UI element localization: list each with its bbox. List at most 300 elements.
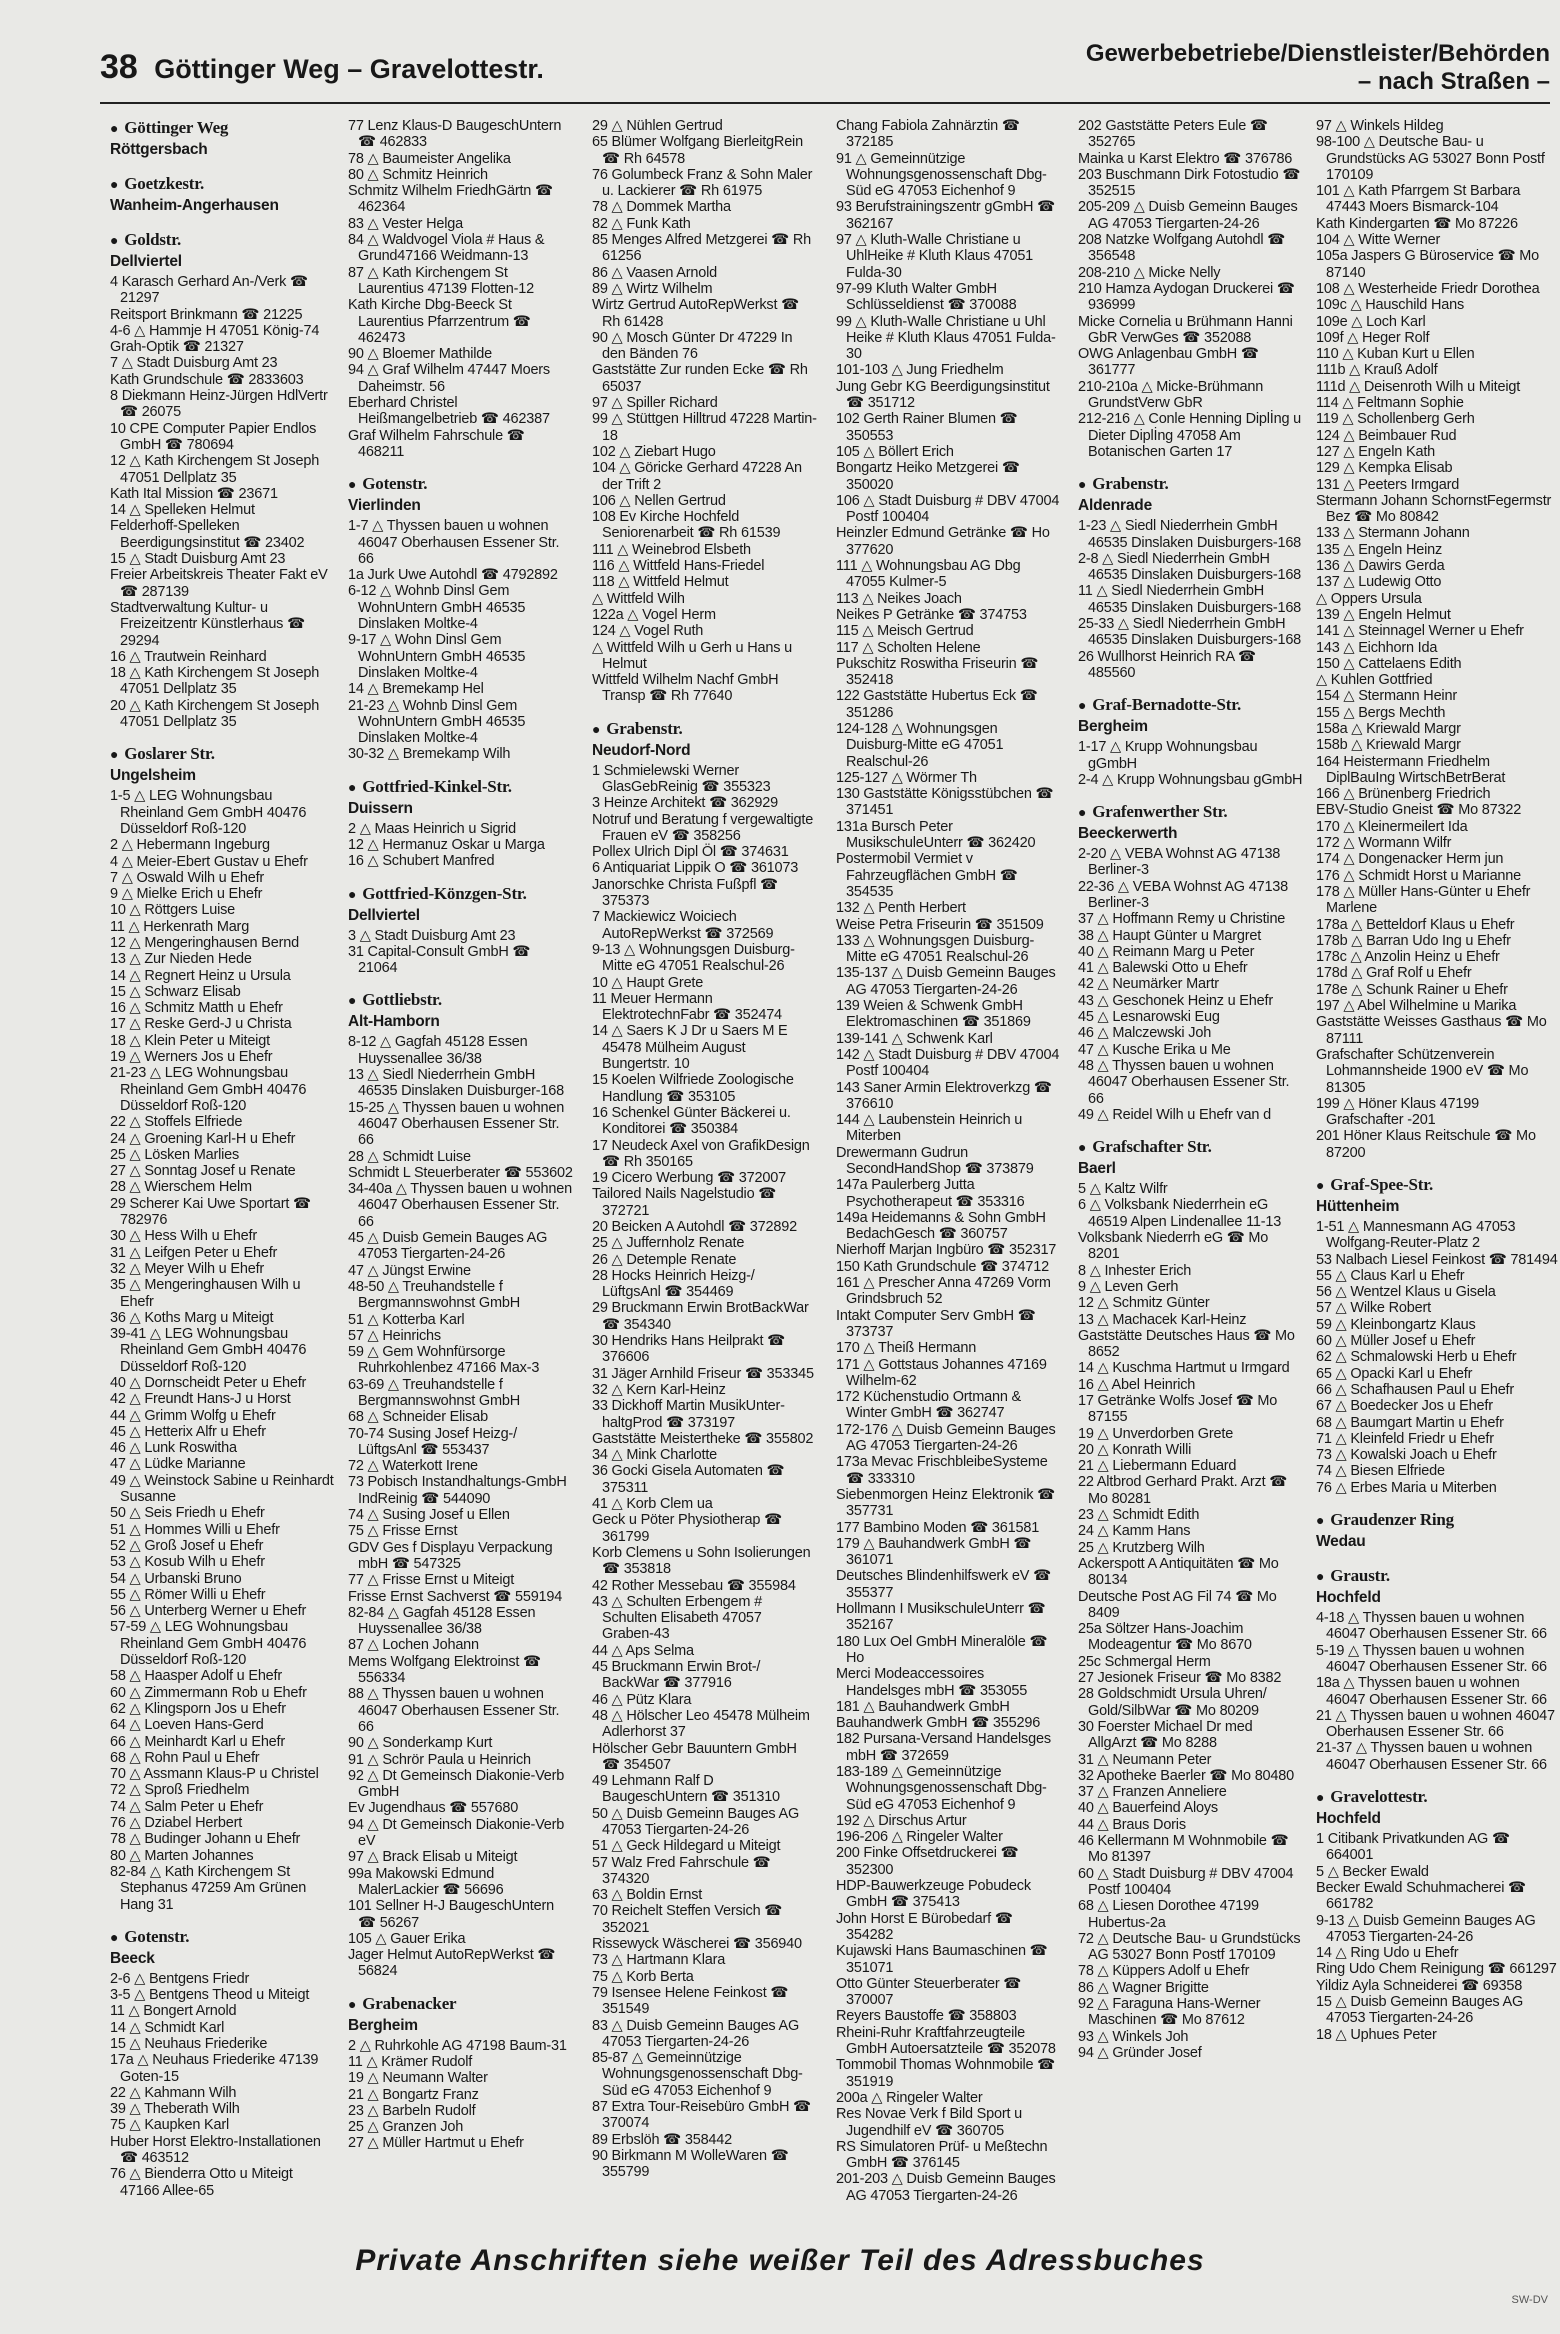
listing-entry: 32 △ Meyer Wilh u Ehefr	[110, 1260, 265, 1277]
listing-entry: Eberhard Christel Heißmangelbetrieb ☎ 462387	[348, 395, 550, 428]
listing-entry: Bauhandwerk GmbH ☎ 355296	[836, 1715, 1041, 1732]
listing-entry: 201 Höner Klaus Reitschule ☎ Mo 87200	[1316, 1128, 1536, 1161]
listing-entry: 44 △ Aps Selma	[592, 1642, 694, 1659]
street-heading: ● Grabenstr.	[1078, 474, 1303, 496]
listing-entry: 83 △ Vester Helga	[348, 215, 463, 232]
listing-entry: 91 △ Schrör Paula u Heinrich	[348, 1751, 531, 1768]
listing-entry: Nierhoff Marjan Ingbüro ☎ 352317	[836, 1242, 1057, 1259]
listing-entry: 109e △ Loch Karl	[1316, 313, 1426, 330]
listing-entry: 2-8 △ Siedl Niederrhein GmbH 46535 Dinslaken Duisburgers-168	[1078, 550, 1302, 584]
listing-entry: 63 △ Boldin Ernst	[592, 1887, 703, 1904]
listing-entry: 39 △ Theberath Wilh	[110, 2101, 240, 2118]
district-heading: Aldenrade	[1078, 497, 1152, 515]
listing-entry: 14 △ Regnert Heinz u Ursula	[110, 967, 291, 984]
district-heading: Beeckerwerth	[1078, 825, 1178, 843]
street-heading: ● Gottfried-Könzgen-Str.	[348, 884, 573, 906]
district-heading: Bergheim	[348, 2016, 418, 2034]
listing-entry: 2-20 △ VEBA Wohnst AG 47138 Berliner-3	[1078, 846, 1281, 879]
street-heading: ● Grabenacker	[348, 1994, 573, 2016]
listing-entry: 16 △ Abel Heinrich	[1078, 1376, 1196, 1393]
district-heading: Röttgersbach	[110, 141, 208, 158]
listing-entry: 25 △ Lösken Marlies	[110, 1146, 240, 1163]
listing-entry: 53 △ Kosub Wilh u Ehefr	[110, 1554, 265, 1571]
listing-entry: 47 △ Jüngst Erwine	[348, 1262, 471, 1279]
listing-entry: 124 △ Vogel Ruth	[592, 623, 704, 640]
street-heading: ● Grafschafter Str.	[1078, 1137, 1303, 1159]
listing-entry: 172 △ Wormann Wilfr	[1316, 835, 1452, 852]
listing-entry: 99 △ Stüttgen Hilltrud 47228 Martin-18	[592, 411, 817, 444]
listing-entry: Drewermann Gudrun SecondHandShop ☎ 373879	[836, 1144, 1034, 1177]
listing-entry: 57 Walz Fred Fahrschule ☎ 374320	[592, 1854, 771, 1887]
listing-entry: 44 △ Grimm Wolfg u Ehefr	[110, 1407, 276, 1424]
listing-entry: 130 Gaststätte Königsstübchen ☎ 371451	[836, 786, 1054, 819]
listing-entry: 42 △ Freundt Hans-J u Horst	[110, 1391, 291, 1408]
listing-entry: 77 △ Frisse Ernst u Miteigt	[348, 1572, 515, 1589]
listing-entry: 1 Schmielewski Werner GlasGebReinig ☎ 355323	[592, 762, 771, 795]
listing-entry: 3-5 △ Bentgens Theod u Miteigt	[110, 1987, 310, 2004]
column-6	[1316, 118, 1560, 2188]
listing-entry: 13 △ Siedl Niederrhein GmbH 46535 Dinslaken Duisburger-168	[348, 1067, 564, 1100]
listing-entry: 56 △ Wentzel Klaus u Gisela	[1316, 1284, 1496, 1301]
listing-entry: 4-6 △ Hammje H 47051 König-74	[110, 322, 320, 339]
page-title: Göttinger Weg – Gravelottestr.	[154, 54, 544, 84]
listing-entry: Tailored Nails Nagelstudio ☎ 372721	[592, 1186, 777, 1219]
listing-entry: 22 △ Stoffels Elfriede	[110, 1114, 243, 1131]
listing-entry: 12 △ Kath Kirchengem St Joseph 47051 Dellplatz 35	[110, 453, 320, 486]
listing-entry: 68 △ Schneider Elisab	[348, 1409, 488, 1426]
listing-entry: 108 Ev Kirche Hochfeld Seniorenarbeit ☎ Rh 61539	[592, 509, 781, 542]
listing-entry: 31 △ Leifgen Peter u Ehefr	[110, 1244, 278, 1261]
listing-entry: 90 △ Sonderkamp Kurt	[348, 1735, 493, 1752]
listing-entry: 9 △ Leven Gerh	[1078, 1278, 1179, 1295]
listing-entry: 39-41 △ LEG Wohnungsbau Rheinland Gem GmbH 40476 Düsseldorf Roß-120	[110, 1326, 307, 1375]
listing-entry: 98-100 △ Deutsche Bau- u Grundstücks AG 53027 Bonn Postf 170109	[1316, 134, 1545, 183]
listing-entry: 67 △ Boedecker Jos u Ehefr	[1316, 1398, 1493, 1415]
listing-entry: 7 △ Stadt Duisburg Amt 23	[110, 355, 278, 372]
listing-entry: Rissewyck Wäscherei ☎ 356940	[592, 1936, 802, 1953]
listing-entry: Geck u Pöter Physiotherap ☎ 361799	[592, 1512, 782, 1545]
listing-entry: 5 △ Becker Ewald	[1316, 1863, 1429, 1880]
listing-entry: 78 △ Küppers Adolf u Ehefr	[1078, 1963, 1250, 1980]
listing-entry: 13 △ Zur Nieden Hede	[110, 951, 252, 968]
street-heading: ● Grabenstr.	[592, 719, 817, 741]
listing-entry: Huber Horst Elektro-Installationen ☎ 463512	[110, 2133, 321, 2167]
district-heading: Ungelsheim	[110, 767, 196, 785]
listing-columns	[110, 118, 1560, 2204]
listing-entry: 1-7 △ Thyssen bauen u wohnen 46047 Oberhausen Essener Str. 66	[348, 518, 560, 567]
listing-entry: 21 △ Thyssen bauen u wohnen 46047 Oberhausen Essener Str. 66	[1316, 1707, 1555, 1741]
street-heading: ● Graf-Bernadotte-Str.	[1078, 695, 1303, 717]
listing-entry: 70 △ Assmann Klaus-P u Christel	[110, 1766, 319, 1783]
listing-entry: 63-69 △ Treuhandstelle f Bergmannswohnst GmbH	[348, 1376, 521, 1409]
listing-entry: 24 △ Groening Karl-H u Ehefr	[110, 1130, 296, 1147]
column-3	[592, 118, 817, 2188]
listing-entry: 76 Golumbeck Franz & Sohn Maler u. Lackierer ☎ Rh 61975	[592, 166, 813, 200]
listing-entry: 176 △ Schmidt Horst u Marianne	[1316, 867, 1522, 884]
listing-entry: 14 △ Saers K J Dr u Saers M E 45478 Mülheim August Bungertstr. 10	[592, 1023, 788, 1073]
listing-entry: 74 △ Biesen Elfriede	[1316, 1463, 1445, 1480]
listing-entry: 180 Lux Oel GmbH Mineralöle ☎ Ho	[836, 1633, 1048, 1666]
listing-entry: 139 Weien & Schwenk GmbH Elektromaschinen ☎ 351869	[836, 998, 1031, 1031]
listing-entry: 7 Mackiewicz Woiciech AutoRepWerkst ☎ 372569	[592, 909, 774, 942]
district-heading: Alt-Hamborn	[348, 1013, 440, 1031]
listing-entry: Tommobil Thomas Wohnmobile ☎ 351919	[836, 2057, 1056, 2090]
listing-entry: 34 △ Mink Charlotte	[592, 1447, 718, 1464]
listing-entry: 93 △ Winkels Joh	[1078, 2028, 1189, 2045]
listing-entry: OWG Anlagenbau GmbH ☎ 361777	[1078, 346, 1259, 379]
listing-entry: 119 △ Schollenberg Gerh	[1316, 411, 1475, 428]
listing-entry: 137 △ Ludewig Otto	[1316, 574, 1442, 591]
listing-entry: 172 Küchenstudio Ortmann & Winter GmbH ☎ 362747	[836, 1389, 1022, 1422]
listing-entry: EBV-Studio Gneist ☎ Mo 87322	[1316, 802, 1522, 819]
listing-entry: 150 Kath Grundschule ☎ 374712	[836, 1258, 1049, 1275]
listing-entry: Gaststätte Deutsches Haus ☎ Mo 8652	[1078, 1327, 1295, 1361]
listing-entry: Hölscher Gebr Bauuntern GmbH ☎ 354507	[592, 1740, 797, 1773]
listing-entry: 101 Sellner H-J BaugeschUntern ☎ 56267	[348, 1898, 554, 1931]
listing-entry: 116 △ Wittfeld Hans-Friedel	[592, 558, 765, 575]
listing-entry: 27 △ Sonntag Josef u Renate	[110, 1163, 296, 1180]
listing-entry: 179 △ Bauhandwerk GmbH ☎ 361071	[836, 1535, 1032, 1569]
listing-entry: 70-74 Susing Josef Heizg-/ LüftgsAnl ☎ 553437	[348, 1425, 517, 1458]
listing-entry: 6 Antiquariat Lippik O ☎ 361073	[592, 860, 799, 877]
listing-entry: 129 △ Kempka Elisab	[1316, 460, 1453, 477]
listing-entry: 114 △ Feltmann Sophie	[1316, 395, 1464, 412]
listing-entry: 212-216 △ Conle Henning Diplİng u Dieter Diplİng 47058 Am Botanischen Garten 17	[1078, 411, 1302, 460]
listing-entry: 38 △ Haupt Günter u Margret	[1078, 927, 1262, 944]
listing-entry: 17 △ Reske Gerd-J u Christa	[110, 1016, 292, 1033]
street-heading: ● Graudenzer Ring	[1316, 1510, 1560, 1532]
listing-entry: 30 △ Hess Wilh u Ehefr	[110, 1228, 257, 1245]
listing-entry: 109c △ Hauschild Hans	[1316, 297, 1465, 314]
district-heading: Hochfeld	[1316, 1810, 1381, 1828]
listing-entry: 15 △ Neuhaus Friederike	[110, 2035, 268, 2052]
listing-entry: 72 △ Sproß Friedhelm	[110, 1782, 250, 1799]
listing-entry: 21-23 △ LEG Wohnungsbau Rheinland Gem GmbH 40476 Düsseldorf Roß-120	[110, 1065, 307, 1114]
listing-entry: 45 △ Lesnarowski Eug	[1078, 1009, 1220, 1026]
listing-entry: 50 △ Seis Friedh u Ehefr	[110, 1505, 265, 1522]
listing-entry: 1a Jurk Uwe Autohdl ☎ 4792892	[348, 567, 558, 584]
listing-entry: 78 △ Baumeister Angelika	[348, 150, 511, 167]
listing-entry: Grah-Optik ☎ 21327	[110, 339, 244, 356]
listing-entry: Frisse Ernst Sachverst ☎ 559194	[348, 1588, 563, 1605]
listing-entry: 33 Dickhoff Martin MusikUnter-haltgProd ☎ 373197	[592, 1398, 785, 1431]
listing-entry: 158b △ Kriewald Margr	[1316, 737, 1461, 754]
listing-entry: Kath Kirche Dbg-Beeck St Laurentius Pfarrzentrum ☎ 462473	[348, 297, 531, 346]
listing-entry: 87 △ Lochen Johann	[348, 1637, 479, 1654]
listing-entry: 208-210 △ Micke Nelly	[1078, 264, 1221, 281]
listing-entry: 76 △ Bienderra Otto u Miteigt 47166 Allee-65	[110, 2166, 293, 2199]
listing-entry: 20 △ Konrath Willi	[1078, 1441, 1192, 1458]
listing-entry: 9-17 △ Wohn Dinsl Gem WohnUntern GmbH 46535 Dinslaken Moltke-4	[348, 632, 526, 681]
listing-entry: 102 △ Ziebart Hugo	[592, 443, 716, 460]
listing-entry: 139 △ Engeln Helmut	[1316, 606, 1451, 623]
listing-entry: 15-25 △ Thyssen bauen u wohnen 46047 Oberhausen Essener Str. 66	[348, 1099, 565, 1149]
listing-entry: 68 △ Rohn Paul u Ehefr	[110, 1749, 260, 1766]
listing-entry: Mainka u Karst Elektro ☎ 376786	[1078, 150, 1293, 167]
listing-entry: 143 △ Eichhorn Ida	[1316, 639, 1438, 656]
listing-entry: 48-50 △ Treuhandstelle f Bergmannswohnst GmbH	[348, 1278, 521, 1312]
listing-entry: 30-32 △ Bremekamp Wilh	[348, 746, 511, 763]
listing-entry: 15 △ Stadt Duisburg Amt 23	[110, 551, 286, 568]
listing-entry: 45 △ Hetterix Alfr u Ehefr	[110, 1423, 266, 1440]
listing-entry: 99 △ Kluth-Walle Christiane u Uhl Heike # Kluth Klaus 47051 Fulda-30	[836, 313, 1056, 363]
listing-entry: 1-23 △ Siedl Niederrhein GmbH 46535 Dinslaken Duisburgers-168	[1078, 518, 1302, 551]
listing-entry: 65 △ Opacki Karl u Ehefr	[1316, 1365, 1473, 1382]
listing-entry: 20 Beicken A Autohdl ☎ 372892	[592, 1219, 797, 1235]
listing-entry: 178b △ Barran Udo Ing u Ehefr	[1316, 932, 1511, 949]
listing-entry: 76 △ Dziabel Herbert	[110, 1815, 243, 1832]
listing-entry: 111b △ Krauß Adolf	[1316, 362, 1438, 379]
listing-entry: 40 △ Dornscheidt Peter u Ehefr	[110, 1375, 307, 1391]
listing-entry: Chang Fabiola Zahnärztin ☎ 372185	[836, 118, 1020, 151]
corner-mark: SW-DV	[1511, 2294, 1548, 2306]
listing-entry: Kath Ital Mission ☎ 23671	[110, 485, 278, 502]
listing-entry: 83 △ Duisb Gemeinn Bauges AG 47053 Tiergarten-24-26	[592, 2017, 800, 2050]
listing-entry: 31 Capital-Consult GmbH ☎ 21064	[348, 943, 531, 977]
listing-entry: Mems Wolfgang Elektroinst ☎ 556334	[348, 1653, 541, 1687]
listing-entry: 183-189 △ Gemeinnützige Wohnungsgenossenschaft Dbg-Süd eG 47053 Eichenhof 9	[836, 1763, 1047, 1813]
listing-entry: Otto Günter Steuerberater ☎ 370007	[836, 1975, 1022, 2009]
listing-entry: 105 △ Böllert Erich	[836, 443, 954, 460]
listing-entry: 170 △ Theiß Hermann	[836, 1340, 977, 1357]
listing-entry: 32 △ Kern Karl-Heinz	[592, 1381, 726, 1398]
listing-entry: 11 △ Herkenrath Marg	[110, 918, 250, 935]
listing-entry: 19 Cicero Werbung ☎ 372007	[592, 1170, 786, 1187]
listing-entry: Ev Jugendhaus ☎ 557680	[348, 1800, 519, 1817]
listing-entry: 178c △ Anzolin Heinz u Ehefr	[1316, 949, 1500, 966]
listing-entry: 90 △ Mosch Günter Dr 47229 In den Bänden 76	[592, 329, 793, 363]
listing-entry: Reyers Baustoffe ☎ 358803	[836, 2008, 1017, 2025]
listing-entry: 181 △ Bauhandwerk GmbH	[836, 1698, 1010, 1715]
listing-entry: 109f △ Heger Rolf	[1316, 329, 1430, 346]
street-heading: ● Grafenwerther Str.	[1078, 802, 1303, 824]
listing-entry: 8 △ Inhester Erich	[1078, 1262, 1192, 1279]
listing-entry: Wittfeld Wilhelm Nachf GmbH Transp ☎ Rh 77640	[592, 672, 779, 705]
listing-entry: 19 △ Neumann Walter	[348, 2070, 488, 2087]
listing-entry: Deutsche Post AG Fil 74 ☎ Mo 8409	[1078, 1588, 1277, 1621]
listing-entry: Deutsches Blindenhilfswerk eV ☎ 355377	[836, 1568, 1051, 1601]
listing-entry: 17 Neudeck Axel von GrafikDesign ☎ Rh 350165	[592, 1137, 810, 1170]
listing-entry: 16 Schenkel Günter Bäckerei u. Konditorei ☎ 350384	[592, 1104, 791, 1138]
street-heading: ● Göttinger Weg	[110, 118, 335, 140]
listing-entry: 170 △ Kleinermeilert Ida	[1316, 818, 1468, 835]
street-heading: ● Graf-Spee-Str.	[1316, 1175, 1560, 1197]
footer-note: Private Anschriften siehe weißer Teil des Adressbuches	[355, 2244, 1205, 2277]
listing-entry: 26 △ Detemple Renate	[592, 1251, 737, 1268]
street-heading: ● Gravelottestr.	[1316, 1787, 1560, 1809]
listing-entry: 49 △ Weinstock Sabine u Reinhardt Susanne	[110, 1472, 334, 1506]
listing-entry: 102 Gerth Rainer Blumen ☎ 350553	[836, 411, 1018, 444]
district-heading: Dellviertel	[110, 253, 182, 270]
listing-entry: 14 △ Ring Udo u Ehefr	[1316, 1945, 1459, 1962]
header-left	[100, 48, 544, 87]
listing-entry: 174 △ Dongenacker Herm jun	[1316, 851, 1504, 868]
listing-entry: 19 △ Werners Jos u Ehefr	[110, 1049, 273, 1066]
listing-entry: 74 △ Susing Josef u Ellen	[348, 1507, 510, 1524]
listing-entry: 53 Nalbach Liesel Feinkost ☎ 781494	[1316, 1251, 1558, 1268]
listing-entry: 139-141 △ Schwenk Karl	[836, 1030, 993, 1047]
district-heading: Baerl	[1078, 1160, 1116, 1178]
listing-entry: 210-210a △ Micke-Brühmann GrundstVerw GbR	[1078, 378, 1264, 412]
listing-entry: 133 △ Wohnungsgen Duisburg-Mitte eG 47051 Realschul-26	[836, 932, 1035, 966]
listing-entry: 40 △ Reimann Marg u Peter	[1078, 943, 1255, 960]
listing-entry: 20 △ Kath Kirchengem St Joseph 47051 Dellplatz 35	[110, 697, 320, 731]
listing-entry: 37 △ Franzen Anneliere	[1078, 1784, 1227, 1801]
listing-entry: 25c Schmergal Herm	[1078, 1653, 1211, 1670]
listing-entry: 66 △ Schafhausen Paul u Ehefr	[1316, 1381, 1515, 1398]
listing-entry: 208 Natzke Wolfgang Autohdl ☎ 356548	[1078, 232, 1286, 265]
listing-entry: 35 △ Mengeringhausen Wilh u Ehefr	[110, 1277, 301, 1310]
listing-entry: 97 △ Kluth-Walle Christiane u UhlHeike # Kluth Klaus 47051 Fulda-30	[836, 232, 1034, 281]
district-heading: Duissern	[348, 799, 413, 817]
listing-entry: 51 △ Kotterba Karl	[348, 1311, 465, 1328]
listing-entry: 4 Karasch Gerhard An-/Verk ☎ 21297	[110, 274, 308, 307]
listing-entry: △ Wittfeld Wilh u Gerh u Hans u Helmut	[592, 639, 792, 672]
listing-entry: 143 Saner Armin Elektroverkzg ☎ 376610	[836, 1079, 1052, 1112]
listing-entry: 85-87 △ Gemeinnützige Wohnungsgenossenschaft Dbg-Süd eG 47053 Eichenhof 9	[592, 2050, 803, 2099]
listing-entry: 91 △ Gemeinnützige Wohnungsgenossenschaft Dbg-Süd eG 47053 Eichenhof 9	[836, 150, 1047, 200]
listing-entry: 48 △ Thyssen bauen u wohnen 46047 Oberhausen Essener Str. 66	[1078, 1057, 1290, 1107]
listing-entry: 79 Isensee Helene Feinkost ☎ 351549	[592, 1984, 789, 2018]
listing-entry: 124 △ Beimbauer Rud	[1316, 427, 1457, 444]
district-heading: Hochfeld	[1316, 1589, 1381, 1607]
listing-entry: 62 △ Schmalowski Herb u Ehefr	[1316, 1349, 1517, 1366]
listing-entry: 44 △ Braus Doris	[1078, 1816, 1186, 1833]
listing-entry: 68 △ Baumgart Martin u Ehefr	[1316, 1414, 1504, 1431]
listing-entry: 12 △ Hermanuz Oskar u Marga	[348, 836, 545, 853]
listing-entry: 43 △ Geschonek Heinz u Ehefr	[1078, 992, 1273, 1009]
street-heading: ● Gotenstr.	[348, 474, 573, 496]
listing-entry: 10 △ Haupt Grete	[592, 974, 704, 991]
district-heading: Wedau	[1316, 1533, 1366, 1551]
listing-entry: Ring Udo Chem Reinigung ☎ 661297	[1316, 1961, 1557, 1978]
listing-entry: 32 Apotheke Baerler ☎ Mo 80480	[1078, 1767, 1295, 1784]
listing-entry: 75 △ Frisse Ernst	[348, 1523, 458, 1540]
listing-entry: 133 △ Stermann Johann	[1316, 525, 1470, 542]
listing-entry: 199 △ Höner Klaus 47199 Grafschafter -201	[1316, 1095, 1479, 1129]
listing-entry: 65 Blümer Wolfgang BierleitgRein ☎ Rh 64578	[592, 134, 803, 167]
listing-entry: Kath Grundschule ☎ 2833603	[110, 371, 304, 388]
street-heading: ● Goldstr.	[110, 230, 335, 252]
listing-entry: 131a Bursch Peter MusikschuleUnterr ☎ 362420	[836, 818, 1036, 852]
listing-entry: 97-99 Kluth Walter GmbH Schlüsseldienst ☎ 370088	[836, 280, 1017, 314]
listing-entry: 42 △ Neumärker Martr	[1078, 976, 1219, 993]
listing-entry: 161 △ Prescher Anna 47269 Vorm Grindsbruch 52	[836, 1275, 1051, 1308]
listing-entry: 57-59 △ LEG Wohnungsbau Rheinland Gem GmbH 40476 Düsseldorf Roß-120	[110, 1619, 307, 1669]
listing-entry: John Horst E Bürobedarf ☎ 354282	[836, 1910, 1013, 1943]
listing-entry: Freier Arbeitskreis Theater Fakt eV ☎ 287139	[110, 567, 328, 600]
listing-entry: 22 Altbrod Gerhard Prakt. Arzt ☎ Mo 80281	[1078, 1474, 1288, 1507]
listing-entry: 42 Rother Messebau ☎ 355984	[592, 1577, 796, 1594]
listing-entry: 94 △ Gründer Josef	[1078, 2044, 1202, 2061]
listing-entry: 14 △ Kuschma Hartmut u Irmgard	[1078, 1360, 1290, 1377]
listing-entry: Micke Cornelia u Brühmann Hanni GbR VerwGes ☎ 352088	[1078, 313, 1293, 346]
listing-entry: 171 △ Gottstaus Johannes 47169 Wilhelm-62	[836, 1356, 1047, 1389]
listing-entry: 97 △ Spiller Richard	[592, 395, 718, 412]
listing-entry: 82-84 △ Kath Kirchengem St Stephanus 47259 Am Grünen Hang 31	[110, 1863, 307, 1913]
listing-entry: 8 Diekmann Heinz-Jürgen HdlVertr ☎ 26075	[110, 388, 328, 421]
listing-entry: 87 △ Kath Kirchengem St Laurentius 47139 Flotten-12	[348, 264, 534, 297]
listing-entry: 64 △ Loeven Hans-Gerd	[110, 1717, 264, 1734]
listing-entry: 115 △ Meisch Gertrud	[836, 623, 974, 640]
listing-entry: 135-137 △ Duisb Gemeinn Bauges AG 47053 Tiergarten-24-26	[836, 965, 1056, 998]
listing-entry: Becker Ewald Schuhmacherei ☎ 661782	[1316, 1879, 1526, 1913]
listing-entry: 105 △ Gauer Erika	[348, 1930, 466, 1947]
listing-entry: Volksbank Niederrh eG ☎ Mo 8201	[1078, 1230, 1269, 1263]
listing-entry: 22-36 △ VEBA Wohnst AG 47138 Berliner-3	[1078, 878, 1289, 911]
listing-entry: 2-4 △ Krupp Wohnungsbau gGmbH	[1078, 771, 1303, 788]
listing-entry: Pollex Ulrich Dipl Öl ☎ 374631	[592, 844, 789, 861]
listing-entry: HDP-Bauwerkzeuge Pobudeck GmbH ☎ 375413	[836, 1878, 1031, 1911]
listing-entry: 3 △ Stadt Duisburg Amt 23	[348, 927, 516, 944]
street-heading: ● Gottfried-Kinkel-Str.	[348, 777, 573, 799]
listing-entry: 49 △ Reidel Wilh u Ehefr van d	[1078, 1106, 1271, 1123]
listing-entry: 28 △ Schmidt Luise	[348, 1148, 471, 1165]
listing-entry: 200a △ Ringeler Walter	[836, 2089, 983, 2106]
listing-entry: 31 △ Neumann Peter	[1078, 1751, 1212, 1768]
listing-entry: Res Novae Verk f Bild Sport u Jugendhilf eV ☎ 360705	[836, 2106, 1023, 2139]
listing-entry: Gaststätte Meisterthekе ☎ 355802	[592, 1430, 814, 1447]
listing-entry: 23 △ Barbeln Rudolf	[348, 2102, 476, 2119]
listing-entry: 117 △ Scholten Helene	[836, 639, 981, 656]
listing-entry: 108 △ Westerheide Friedr Dorothea	[1316, 280, 1540, 297]
street-heading: ● Gotenstr.	[110, 1927, 335, 1949]
listing-entry: Kujawski Hans Baumaschinen ☎ 351071	[836, 1943, 1048, 1976]
column-4	[836, 118, 1061, 2204]
listing-entry: 45 △ Duisb Gemein Bauges AG 47053 Tiergarten-24-26	[348, 1230, 548, 1263]
header-right	[1086, 40, 1550, 96]
listing-entry: 1-17 △ Krupp Wohnungsbau gGmbH	[1078, 739, 1258, 772]
listing-entry: 73 △ Hartmann Klara	[592, 1952, 726, 1969]
listing-entry: Hollmann I MusikschuleUnterr ☎ 352167	[836, 1601, 1046, 1634]
listing-entry: 90 △ Bloemer Mathilde	[348, 346, 492, 363]
listing-entry: 149a Heidemanns & Sohn GmbH BedachGesch ☎ 360757	[836, 1209, 1046, 1243]
listing-entry: 47 △ Kusche Erika u Me	[1078, 1041, 1231, 1058]
listing-entry: 104 △ Göricke Gerhard 47228 An der Trift 2	[592, 460, 802, 493]
listing-entry: 43 △ Schulten Erbengem # Schulten Elisabeth 47057 Graben-43	[592, 1593, 762, 1643]
listing-entry: 14 △ Bremekamp Hel	[348, 681, 484, 698]
listing-entry: 92 △ Faraguna Hans-Werner Maschinen ☎ Mo 87612	[1078, 1995, 1261, 2029]
listing-entry: 11 △ Siedl Niederrhein GmbH 46535 Dinslaken Duisburgers-168	[1078, 583, 1302, 616]
listing-entry: 68 △ Liesen Dorothee 47199 Hubertus-2a	[1078, 1898, 1259, 1931]
listing-entry: 74 △ Salm Peter u Ehefr	[110, 1798, 264, 1815]
listing-entry: Notruf und Beratung f vergewaltigte Frauen eV ☎ 358256	[592, 811, 814, 844]
listing-entry: 57 △ Wilke Robert	[1316, 1300, 1431, 1317]
listing-entry: 105a Jaspers G Büroservice ☎ Mo 87140	[1316, 248, 1540, 281]
listing-entry: 10 △ Röttgers Luise	[110, 902, 236, 919]
listing-entry: 46 △ Lunk Roswitha	[110, 1440, 237, 1457]
listing-entry: Merci Modeaccessoires Handelsges mbH ☎ 353055	[836, 1666, 1028, 1699]
listing-entry: Gaststätte Weisses Gasthaus ☎ Mo 87111	[1316, 1014, 1547, 1047]
listing-entry: 92 △ Dt Gemeinsch Diakonie-Verb GmbH	[348, 1767, 565, 1801]
listing-entry: Kath Kindergarten ☎ Mo 87226	[1316, 215, 1518, 232]
listing-entry: 8-12 △ Gagfah 45128 Essen Huyssenallee 36/38	[348, 1034, 528, 1067]
listing-entry: Neikes P Getränke ☎ 374753	[836, 606, 1027, 623]
listing-entry: 36 △ Koths Marg u Miteigt	[110, 1309, 274, 1326]
listing-entry: 172-176 △ Duisb Gemeinn Bauges AG 47053 Tiergarten-24-26	[836, 1421, 1056, 1455]
listing-entry: 66 △ Meinhardt Karl u Ehefr	[110, 1733, 286, 1750]
district-heading: Neudorf-Nord	[592, 741, 691, 759]
listing-entry: 89 Erbslöh ☎ 358442	[592, 2131, 733, 2148]
header-category: Gewerbebetriebe/Dienstleister/Behörden	[1085, 40, 1550, 67]
listing-entry: 27 △ Müller Hartmut u Ehefr	[348, 2135, 524, 2152]
listing-entry: 28 △ Wierschem Helm	[110, 1179, 252, 1196]
listing-entry: 29 Bruckmann Erwin BrotBackWar ☎ 354340	[592, 1300, 809, 1333]
district-heading: Wanheim-Angerhausen	[110, 197, 279, 214]
listing-entry: 122 Gaststätte Hubertus Eck ☎ 351286	[836, 688, 1038, 721]
listing-entry: 25a Söltzer Hans-Joachim Modeagentur ☎ Mo 8670	[1078, 1621, 1252, 1654]
listing-entry: Wirtz Gertrud AutoRepWerkst ☎ Rh 61428	[592, 297, 799, 330]
